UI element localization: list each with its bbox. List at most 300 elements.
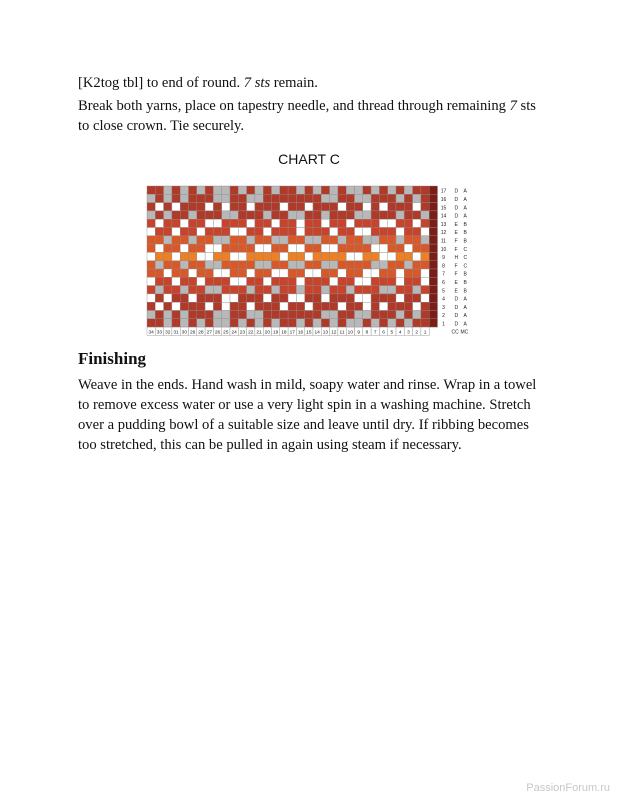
chart-cell xyxy=(197,186,205,194)
chart-cell xyxy=(263,269,271,277)
chart-cell xyxy=(180,294,188,302)
chart-cell xyxy=(330,211,338,219)
chart-cell xyxy=(164,244,172,252)
chart-cell xyxy=(338,203,346,211)
chart-cell xyxy=(396,261,404,269)
chart-cell xyxy=(147,236,155,244)
finishing-body: Weave in the ends. Hand wash in mild, soapy water and rinse. Wrap in a towel to remove excess water or use a very light spin in a washing machine. Stretch over a pudding bowl of a suitable size and leave until dry. If ribbing becomes too stretched, this can be pulled in again using steam if necessary. xyxy=(78,377,537,453)
chart-cell xyxy=(371,286,379,294)
line2-text-b: sts to close crown. Tie securely. xyxy=(78,98,536,134)
chart-cell xyxy=(205,236,213,244)
chart-cell xyxy=(263,302,271,310)
chart-cell xyxy=(313,228,321,236)
chart-cell xyxy=(247,219,255,227)
chart-cell xyxy=(388,203,396,211)
chart-cell xyxy=(355,244,363,252)
chart-col-number: 34 xyxy=(148,330,154,336)
chart-cell xyxy=(197,211,205,219)
chart-cell xyxy=(213,261,221,269)
chart-cell xyxy=(197,302,205,310)
chart-col-number: 18 xyxy=(281,330,287,336)
chart-cell xyxy=(355,219,363,227)
chart-cell xyxy=(313,311,321,319)
chart-cell xyxy=(338,319,346,327)
chart-cell xyxy=(255,203,263,211)
chart-cell xyxy=(371,294,379,302)
chart-row-number: 2 xyxy=(442,313,445,320)
chart-cell xyxy=(421,294,429,302)
chart-cell xyxy=(172,286,180,294)
chart-cell xyxy=(355,277,363,285)
chart-cell xyxy=(147,203,155,211)
chart-cell xyxy=(197,311,205,319)
chart-cell xyxy=(363,219,371,227)
chart-cell xyxy=(363,228,371,236)
chart-cell xyxy=(205,211,213,219)
chart-cell xyxy=(205,186,213,194)
chart-cell xyxy=(338,244,346,252)
chart-cell xyxy=(222,319,230,327)
chart-cell xyxy=(280,219,288,227)
chart-cell xyxy=(255,286,263,294)
chart-cell xyxy=(313,236,321,244)
chart-cell xyxy=(371,269,379,277)
chart-cell xyxy=(404,302,412,310)
chart-cell xyxy=(421,319,429,327)
chart-col-number: 11 xyxy=(339,330,345,336)
chart-cell xyxy=(180,236,188,244)
chart-cell xyxy=(263,211,271,219)
chart-cell xyxy=(330,269,338,277)
chart-cell xyxy=(288,319,296,327)
chart-cell xyxy=(404,228,412,236)
chart-cell xyxy=(396,252,404,260)
chart-cell xyxy=(255,277,263,285)
chart-cell xyxy=(205,219,213,227)
chart-row-number: 17 xyxy=(440,188,447,195)
chart-cell xyxy=(330,244,338,252)
chart-cell xyxy=(263,236,271,244)
chart-cell xyxy=(355,302,363,310)
chart-cell xyxy=(421,186,429,194)
chart-cell xyxy=(288,211,296,219)
chart-cell xyxy=(272,269,280,277)
chart-row-number: 5 xyxy=(442,288,445,295)
chart-cell xyxy=(263,294,271,302)
chart-cell xyxy=(155,194,163,202)
chart-cell xyxy=(172,252,180,260)
chart-cell xyxy=(388,286,396,294)
chart-cell xyxy=(255,194,263,202)
chart-cell xyxy=(355,311,363,319)
chart-cell xyxy=(247,269,255,277)
chart-cell xyxy=(288,302,296,310)
chart-cell xyxy=(155,261,163,269)
chart-row-mc: A xyxy=(463,205,467,212)
chart-cell xyxy=(321,302,329,310)
chart-cell xyxy=(413,311,421,319)
chart-cell xyxy=(147,294,155,302)
chart-cell xyxy=(189,228,197,236)
chart-cell xyxy=(321,294,329,302)
chart-cell xyxy=(247,244,255,252)
chart-cell xyxy=(413,219,421,227)
chart-cell xyxy=(205,228,213,236)
chart-cell xyxy=(213,219,221,227)
chart-cell xyxy=(321,277,329,285)
chart-cell xyxy=(379,186,387,194)
chart-cell xyxy=(330,203,338,211)
chart-cell xyxy=(238,228,246,236)
chart-cell xyxy=(238,186,246,194)
chart-cell xyxy=(272,319,280,327)
chart-cell xyxy=(222,261,230,269)
chart-col-number: 5 xyxy=(390,330,394,336)
chart-cell xyxy=(413,269,421,277)
chart-cell xyxy=(396,244,404,252)
chart-cell xyxy=(222,194,230,202)
chart-cell xyxy=(321,311,329,319)
chart-cell xyxy=(238,261,246,269)
chart-cell xyxy=(388,228,396,236)
chart-cell xyxy=(421,219,429,227)
chart-cell xyxy=(288,194,296,202)
chart-cell xyxy=(205,194,213,202)
chart-cell xyxy=(222,203,230,211)
chart-cell xyxy=(230,194,238,202)
chart-cell xyxy=(396,203,404,211)
chart-cell xyxy=(247,311,255,319)
chart-cell xyxy=(296,244,304,252)
chart-row-number: 12 xyxy=(440,230,447,237)
chart-cell xyxy=(247,261,255,269)
chart-cell xyxy=(189,294,197,302)
chart-cell xyxy=(164,319,172,327)
chart-cell xyxy=(305,194,313,202)
chart-cell xyxy=(330,261,338,269)
chart-cell xyxy=(147,311,155,319)
chart-col-number: 17 xyxy=(289,330,295,336)
chart-cell xyxy=(213,286,221,294)
chart-row-shade xyxy=(429,194,437,202)
chart-cell xyxy=(371,236,379,244)
chart-cell xyxy=(396,236,404,244)
chart-cell xyxy=(421,311,429,319)
chart-cell xyxy=(355,261,363,269)
chart-row-number: 14 xyxy=(440,213,447,220)
chart-cell xyxy=(305,244,313,252)
chart-cell xyxy=(404,269,412,277)
chart-cell xyxy=(413,203,421,211)
chart-cell xyxy=(205,269,213,277)
chart-cell xyxy=(288,252,296,260)
chart-cell xyxy=(238,294,246,302)
chart-cell xyxy=(172,269,180,277)
chart-cell xyxy=(255,252,263,260)
chart-row-shade xyxy=(429,261,437,269)
chart-cell xyxy=(213,319,221,327)
chart-cell xyxy=(355,236,363,244)
chart-cell xyxy=(396,211,404,219)
chart-cell xyxy=(379,228,387,236)
chart-row-cc: E xyxy=(454,280,458,286)
chart-cell xyxy=(305,252,313,260)
chart-cell xyxy=(180,211,188,219)
chart-cell xyxy=(180,277,188,285)
chart-row-mc: A xyxy=(463,188,467,195)
chart-cell xyxy=(155,277,163,285)
chart-cell xyxy=(263,203,271,211)
chart-row-mc: A xyxy=(463,213,467,220)
chart-cell xyxy=(247,277,255,285)
chart-cell xyxy=(338,277,346,285)
chart-cell xyxy=(280,211,288,219)
chart-row-cc: D xyxy=(454,296,459,303)
chart-cell xyxy=(346,186,354,194)
chart-cell xyxy=(296,219,304,227)
chart-row-cc: E xyxy=(454,288,458,295)
chart-cell xyxy=(313,277,321,285)
chart-cell xyxy=(346,236,354,244)
chart-cell xyxy=(180,244,188,252)
chart-cell xyxy=(313,294,321,302)
chart-cell xyxy=(197,194,205,202)
chart-cell xyxy=(338,211,346,219)
chart-cell xyxy=(147,194,155,202)
chart-cell xyxy=(189,186,197,194)
chart-cell xyxy=(404,244,412,252)
chart-row-shade xyxy=(429,319,437,327)
chart-cell xyxy=(371,244,379,252)
chart-cell xyxy=(164,294,172,302)
chart-cell xyxy=(189,236,197,244)
chart-cell xyxy=(305,186,313,194)
chart-cell xyxy=(205,244,213,252)
chart-cell xyxy=(263,194,271,202)
chart-cell xyxy=(296,269,304,277)
chart-cell xyxy=(296,319,304,327)
chart-cell xyxy=(164,311,172,319)
chart-cell xyxy=(280,319,288,327)
chart-cell xyxy=(147,319,155,327)
chart-cell xyxy=(338,236,346,244)
chart-cell xyxy=(388,186,396,194)
chart-cell xyxy=(338,311,346,319)
chart-cell xyxy=(238,203,246,211)
chart-cell xyxy=(355,252,363,260)
chart-cell xyxy=(305,228,313,236)
chart-cell xyxy=(321,244,329,252)
chart-row-shade xyxy=(429,302,437,310)
chart-cell xyxy=(296,277,304,285)
chart-cell xyxy=(222,236,230,244)
chart-footer-cc: CC xyxy=(451,329,459,336)
chart-cell xyxy=(379,286,387,294)
chart-cell xyxy=(189,203,197,211)
chart-cell xyxy=(288,269,296,277)
chart-cell xyxy=(388,294,396,302)
chart-cell xyxy=(355,211,363,219)
chart-cell xyxy=(180,203,188,211)
chart-cell xyxy=(355,286,363,294)
chart-cell xyxy=(346,203,354,211)
chart-cell xyxy=(305,219,313,227)
chart-cell xyxy=(180,319,188,327)
chart-cell xyxy=(379,203,387,211)
chart-cell xyxy=(255,211,263,219)
chart-cell xyxy=(172,228,180,236)
chart-cell xyxy=(213,311,221,319)
chart-row-mc: A xyxy=(463,304,467,311)
chart-cell xyxy=(164,211,172,219)
chart-cell xyxy=(413,294,421,302)
chart-cell xyxy=(222,186,230,194)
chart-cell xyxy=(164,236,172,244)
chart-row-mc: A xyxy=(463,296,467,303)
chart-cell xyxy=(164,228,172,236)
chart-cell xyxy=(421,277,429,285)
chart-cell xyxy=(330,236,338,244)
chart-cell xyxy=(355,319,363,327)
chart-cell xyxy=(230,261,238,269)
line1-italic: 7 sts xyxy=(243,75,271,91)
chart-row-cc: D xyxy=(454,213,459,220)
chart-cell xyxy=(155,219,163,227)
chart-cell xyxy=(346,252,354,260)
chart-col-number: 19 xyxy=(272,330,279,336)
chart-cell xyxy=(147,302,155,310)
chart-cell xyxy=(205,319,213,327)
chart-cell xyxy=(255,302,263,310)
chart-row-number: 9 xyxy=(442,255,445,262)
chart-cell xyxy=(155,211,163,219)
chart-cell xyxy=(172,236,180,244)
chart-cell xyxy=(263,244,271,252)
chart-cell xyxy=(255,244,263,252)
chart-cell xyxy=(305,269,313,277)
chart-cell xyxy=(180,219,188,227)
chart-col-number: 29 xyxy=(189,330,196,336)
chart-cell xyxy=(404,186,412,194)
chart-cell xyxy=(413,211,421,219)
chart-cell xyxy=(280,286,288,294)
chart-row-cc: H xyxy=(454,255,459,262)
chart-cell xyxy=(296,261,304,269)
chart-cell xyxy=(272,311,280,319)
chart-cell xyxy=(172,186,180,194)
chart-cell xyxy=(388,252,396,260)
finishing-heading: Finishing xyxy=(78,349,147,368)
chart-cell xyxy=(363,203,371,211)
chart-cell xyxy=(388,261,396,269)
chart-cell xyxy=(288,294,296,302)
chart-cell xyxy=(404,286,412,294)
chart-cell xyxy=(379,211,387,219)
chart-cell xyxy=(213,277,221,285)
chart-cell xyxy=(230,252,238,260)
chart-cell xyxy=(355,228,363,236)
chart-cell xyxy=(272,252,280,260)
chart-cell xyxy=(330,286,338,294)
chart-cell xyxy=(222,211,230,219)
chart-cell xyxy=(288,277,296,285)
line2-text-a: Break both yarns, place on tapestry needle, and thread through remaining xyxy=(78,98,510,114)
chart-cell xyxy=(189,244,197,252)
chart-row-mc: C xyxy=(463,246,468,253)
chart-cell xyxy=(230,311,238,319)
chart-row-mc: B xyxy=(463,288,467,295)
chart-cell xyxy=(280,277,288,285)
chart-cell xyxy=(338,269,346,277)
chart-cell xyxy=(404,211,412,219)
chart-cell xyxy=(313,244,321,252)
chart-cell xyxy=(213,194,221,202)
chart-cell xyxy=(363,194,371,202)
chart-cell xyxy=(421,252,429,260)
chart-cell xyxy=(413,252,421,260)
chart-cell xyxy=(371,194,379,202)
chart-cell xyxy=(421,194,429,202)
chart-cell xyxy=(272,244,280,252)
chart-cell xyxy=(213,211,221,219)
chart-row-mc: B xyxy=(463,238,467,245)
chart-cell xyxy=(189,311,197,319)
chart-cell xyxy=(197,244,205,252)
chart-cell xyxy=(338,252,346,260)
chart-cell xyxy=(404,219,412,227)
chart-cell xyxy=(189,302,197,310)
chart-cell xyxy=(189,211,197,219)
chart-cell xyxy=(230,269,238,277)
chart-cell xyxy=(255,236,263,244)
chart-cell xyxy=(213,294,221,302)
chart-cell xyxy=(172,244,180,252)
chart-cell xyxy=(155,311,163,319)
chart-cell xyxy=(338,286,346,294)
chart-cell xyxy=(413,228,421,236)
chart-cell xyxy=(355,203,363,211)
chart-cell xyxy=(213,252,221,260)
chart-cell xyxy=(363,252,371,260)
chart-cell xyxy=(164,186,172,194)
chart-cell xyxy=(421,286,429,294)
chart-cell xyxy=(421,269,429,277)
chart-cell xyxy=(379,236,387,244)
chart-cell xyxy=(222,219,230,227)
chart-cell xyxy=(238,302,246,310)
instruction-decrease-line xyxy=(78,73,548,93)
chart-row-mc: C xyxy=(463,263,468,270)
chart-cell xyxy=(346,302,354,310)
chart-cell xyxy=(313,319,321,327)
chart-cell xyxy=(296,311,304,319)
chart-cell xyxy=(305,211,313,219)
chart-cell xyxy=(363,269,371,277)
chart-cell xyxy=(263,277,271,285)
chart-cell xyxy=(321,211,329,219)
chart-cell xyxy=(147,252,155,260)
chart-cell xyxy=(205,286,213,294)
chart-cell xyxy=(346,261,354,269)
chart-cell xyxy=(321,261,329,269)
chart-col-number: 31 xyxy=(173,330,179,336)
chart-cell xyxy=(421,244,429,252)
chart-cell xyxy=(238,252,246,260)
chart-cell xyxy=(197,277,205,285)
chart-cell xyxy=(363,211,371,219)
chart-cell xyxy=(263,311,271,319)
chart-cell xyxy=(379,319,387,327)
